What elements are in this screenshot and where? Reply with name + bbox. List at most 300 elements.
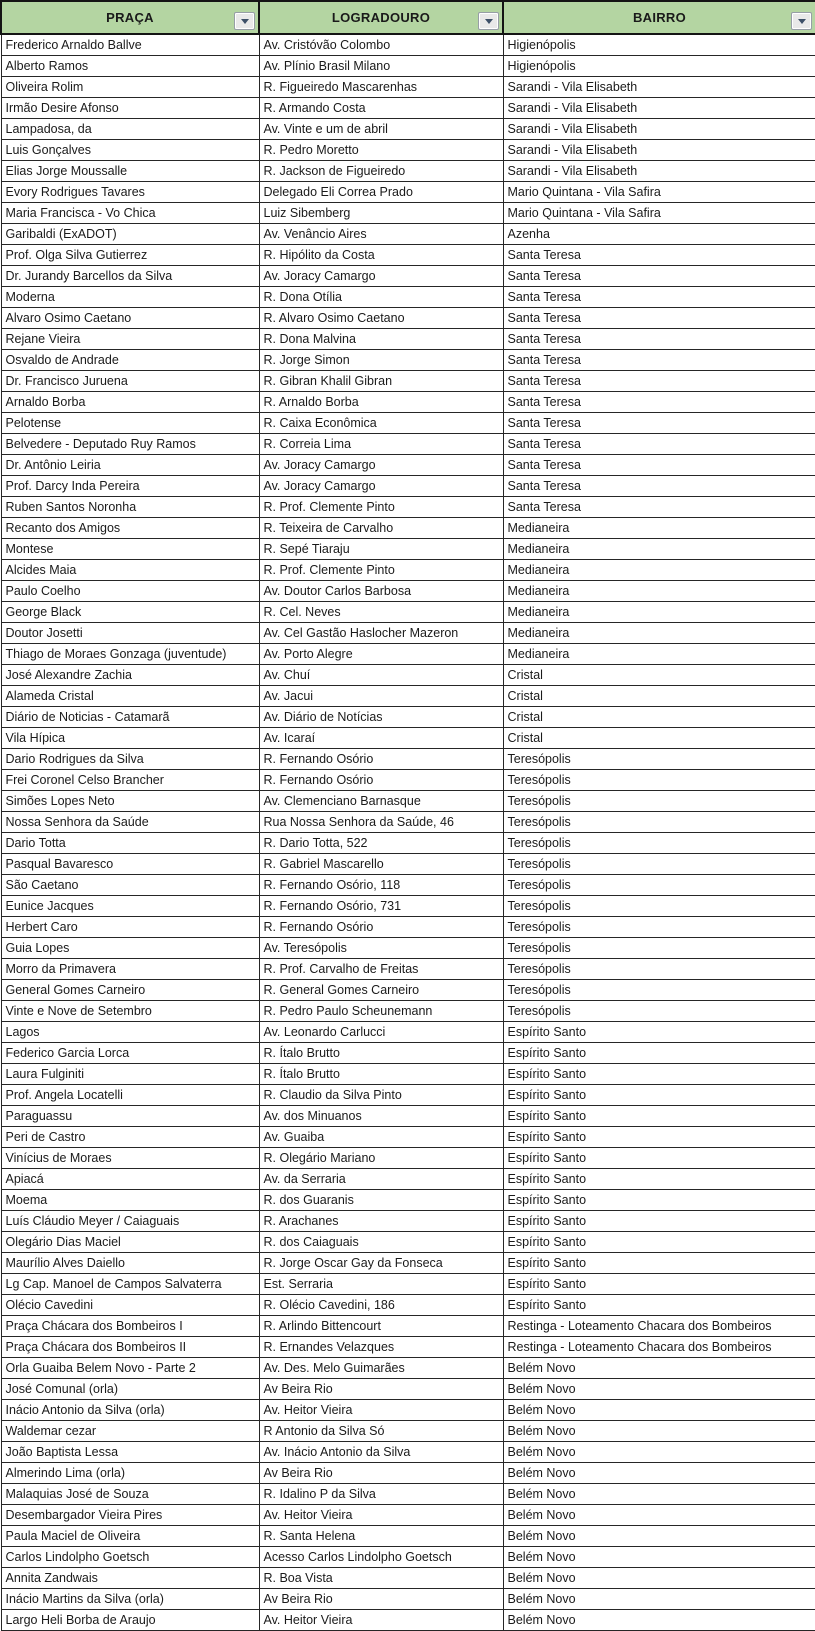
cell-logradouro[interactable]: R. Arnaldo Borba <box>259 392 503 413</box>
filter-dropdown-icon <box>798 19 806 24</box>
cell-logradouro[interactable]: R. Fernando Osório <box>259 749 503 770</box>
filter-button-praca[interactable] <box>234 12 255 30</box>
header-cell-logradouro[interactable] <box>259 1 503 34</box>
cell-praca[interactable]: São Caetano <box>1 875 259 896</box>
filter-dropdown-icon <box>485 19 493 24</box>
table-row <box>1 1358 815 1379</box>
cell-praca[interactable]: Praça Chácara dos Bombeiros II <box>1 1337 259 1358</box>
cell-bairro[interactable]: Espírito Santo <box>503 1232 815 1253</box>
cell-logradouro[interactable]: Av. Cristóvão Colombo <box>259 34 503 56</box>
cell-praca[interactable]: Osvaldo de Andrade <box>1 350 259 371</box>
table-row <box>1 1001 815 1022</box>
cell-bairro[interactable]: Medianeira <box>503 518 815 539</box>
cell-logradouro[interactable]: Av. Inácio Antonio da Silva <box>259 1442 503 1463</box>
table-row <box>1 1316 815 1337</box>
cell-logradouro[interactable]: R. Claudio da Silva Pinto <box>259 1085 503 1106</box>
table-row <box>1 1547 815 1568</box>
cell-bairro[interactable]: Espírito Santo <box>503 1064 815 1085</box>
cell-bairro[interactable]: Santa Teresa <box>503 350 815 371</box>
cell-bairro[interactable]: Medianeira <box>503 602 815 623</box>
cell-praca[interactable]: Recanto dos Amigos <box>1 518 259 539</box>
cell-bairro[interactable]: Restinga - Loteamento Chacara dos Bombeiros <box>503 1316 815 1337</box>
cell-praca[interactable]: Luís Cláudio Meyer / Caiaguais <box>1 1211 259 1232</box>
cell-praca[interactable]: Paula Maciel de Oliveira <box>1 1526 259 1547</box>
cell-logradouro[interactable]: R. Olegário Mariano <box>259 1148 503 1169</box>
cell-logradouro[interactable]: Av. Leonardo Carlucci <box>259 1022 503 1043</box>
cell-bairro[interactable]: Santa Teresa <box>503 245 815 266</box>
table-row <box>1 1190 815 1211</box>
cell-praca[interactable]: Dario Totta <box>1 833 259 854</box>
cell-bairro[interactable]: Espírito Santo <box>503 1106 815 1127</box>
table-row <box>1 959 815 980</box>
cell-logradouro[interactable]: Av. Teresópolis <box>259 938 503 959</box>
cell-bairro[interactable]: Cristal <box>503 665 815 686</box>
table-row <box>1 1610 815 1631</box>
cell-bairro[interactable]: Belém Novo <box>503 1547 815 1568</box>
cell-praca[interactable]: Paulo Coelho <box>1 581 259 602</box>
table-row <box>1 371 815 392</box>
table-header <box>1 1 815 34</box>
cell-praca[interactable]: Vinte e Nove de Setembro <box>1 1001 259 1022</box>
cell-bairro[interactable]: Sarandi - Vila Elisabeth <box>503 77 815 98</box>
cell-praca[interactable]: Montese <box>1 539 259 560</box>
cell-bairro[interactable]: Belém Novo <box>503 1589 815 1610</box>
cell-logradouro[interactable]: Av. dos Minuanos <box>259 1106 503 1127</box>
cell-praca[interactable]: Inácio Antonio da Silva (orla) <box>1 1400 259 1421</box>
cell-praca[interactable]: João Baptista Lessa <box>1 1442 259 1463</box>
cell-bairro[interactable]: Belém Novo <box>503 1358 815 1379</box>
table-row <box>1 854 815 875</box>
cell-logradouro[interactable]: Delegado Eli Correa Prado <box>259 182 503 203</box>
cell-praca[interactable]: Carlos Lindolpho Goetsch <box>1 1547 259 1568</box>
cell-praca[interactable]: Rejane Vieira <box>1 329 259 350</box>
cell-logradouro[interactable]: Av. Joracy Camargo <box>259 266 503 287</box>
cell-logradouro[interactable]: R. Ítalo Brutto <box>259 1064 503 1085</box>
cell-praca[interactable]: Frederico Arnaldo Ballve <box>1 34 259 56</box>
cell-bairro[interactable]: Teresópolis <box>503 791 815 812</box>
cell-praca[interactable]: Doutor Josetti <box>1 623 259 644</box>
table-row <box>1 161 815 182</box>
cell-bairro[interactable]: Sarandi - Vila Elisabeth <box>503 98 815 119</box>
cell-bairro[interactable]: Medianeira <box>503 623 815 644</box>
cell-praca[interactable]: Thiago de Moraes Gonzaga (juventude) <box>1 644 259 665</box>
cell-logradouro[interactable]: R. Jorge Oscar Gay da Fonseca <box>259 1253 503 1274</box>
table-row <box>1 34 815 56</box>
cell-bairro[interactable]: Espírito Santo <box>503 1127 815 1148</box>
table-row <box>1 434 815 455</box>
table-row <box>1 98 815 119</box>
cell-praca[interactable]: Moema <box>1 1190 259 1211</box>
table-row <box>1 392 815 413</box>
table-row <box>1 1169 815 1190</box>
table-row <box>1 350 815 371</box>
table-row <box>1 119 815 140</box>
cell-praca[interactable]: Garibaldi (ExADOT) <box>1 224 259 245</box>
table-row <box>1 686 815 707</box>
cell-bairro[interactable]: Teresópolis <box>503 959 815 980</box>
table-row <box>1 728 815 749</box>
table-row <box>1 560 815 581</box>
cell-praca[interactable]: Guia Lopes <box>1 938 259 959</box>
cell-logradouro[interactable]: R. Armando Costa <box>259 98 503 119</box>
table-row <box>1 308 815 329</box>
cell-praca[interactable]: José Comunal (orla) <box>1 1379 259 1400</box>
cell-logradouro[interactable]: Av. Icaraí <box>259 728 503 749</box>
table-row <box>1 1064 815 1085</box>
cell-bairro[interactable]: Santa Teresa <box>503 329 815 350</box>
cell-bairro[interactable]: Higienópolis <box>503 56 815 77</box>
cell-praca[interactable]: Ruben Santos Noronha <box>1 497 259 518</box>
cell-praca[interactable]: Arnaldo Borba <box>1 392 259 413</box>
cell-logradouro[interactable]: R. Ítalo Brutto <box>259 1043 503 1064</box>
table-row <box>1 812 815 833</box>
cell-logradouro[interactable]: R. Fernando Osório, 118 <box>259 875 503 896</box>
cell-logradouro[interactable]: Av. Diário de Notícias <box>259 707 503 728</box>
header-cell-bairro[interactable] <box>503 1 815 34</box>
cell-praca[interactable]: Dario Rodrigues da Silva <box>1 749 259 770</box>
cell-logradouro[interactable]: R. dos Caiaguais <box>259 1232 503 1253</box>
cell-bairro[interactable]: Teresópolis <box>503 875 815 896</box>
cell-praca[interactable]: Federico Garcia Lorca <box>1 1043 259 1064</box>
cell-logradouro[interactable]: R. Idalino P da Silva <box>259 1484 503 1505</box>
filter-button-bairro[interactable] <box>791 12 812 30</box>
cell-logradouro[interactable]: Av. Venâncio Aires <box>259 224 503 245</box>
table-row <box>1 833 815 854</box>
table-row <box>1 1253 815 1274</box>
table-row <box>1 581 815 602</box>
cell-logradouro[interactable]: Av. Doutor Carlos Barbosa <box>259 581 503 602</box>
cell-bairro[interactable]: Belém Novo <box>503 1463 815 1484</box>
cell-bairro[interactable]: Santa Teresa <box>503 371 815 392</box>
table-row <box>1 539 815 560</box>
cell-logradouro[interactable]: Av. Jacui <box>259 686 503 707</box>
table-row <box>1 1484 815 1505</box>
cell-logradouro[interactable]: Av. Des. Melo Guimarães <box>259 1358 503 1379</box>
cell-praca[interactable]: Olécio Cavedini <box>1 1295 259 1316</box>
table-row <box>1 182 815 203</box>
cell-logradouro[interactable]: R. Gibran Khalil Gibran <box>259 371 503 392</box>
cell-praca[interactable]: José Alexandre Zachia <box>1 665 259 686</box>
table-row <box>1 644 815 665</box>
cell-logradouro[interactable]: Av. Clemenciano Barnasque <box>259 791 503 812</box>
table-row <box>1 1085 815 1106</box>
cell-praca[interactable]: Morro da Primavera <box>1 959 259 980</box>
cell-bairro[interactable]: Espírito Santo <box>503 1085 815 1106</box>
cell-bairro[interactable]: Belém Novo <box>503 1442 815 1463</box>
cell-bairro[interactable]: Espírito Santo <box>503 1148 815 1169</box>
cell-bairro[interactable]: Belém Novo <box>503 1610 815 1631</box>
cell-logradouro[interactable]: R. Pedro Paulo Scheunemann <box>259 1001 503 1022</box>
filter-button-logradouro[interactable] <box>478 12 499 30</box>
table-row <box>1 602 815 623</box>
table-row <box>1 749 815 770</box>
cell-logradouro[interactable]: R. Gabriel Mascarello <box>259 854 503 875</box>
cell-bairro[interactable]: Santa Teresa <box>503 287 815 308</box>
cell-logradouro[interactable]: R. Fernando Osório, 731 <box>259 896 503 917</box>
cell-logradouro[interactable]: Av. Joracy Camargo <box>259 455 503 476</box>
cell-bairro[interactable]: Teresópolis <box>503 812 815 833</box>
cell-bairro[interactable]: Espírito Santo <box>503 1274 815 1295</box>
cell-logradouro[interactable]: Av Beira Rio <box>259 1463 503 1484</box>
cell-logradouro[interactable]: Av. Porto Alegre <box>259 644 503 665</box>
table-row <box>1 770 815 791</box>
cell-bairro[interactable]: Medianeira <box>503 581 815 602</box>
cell-bairro[interactable]: Teresópolis <box>503 896 815 917</box>
cell-bairro[interactable]: Santa Teresa <box>503 434 815 455</box>
cell-bairro[interactable]: Sarandi - Vila Elisabeth <box>503 119 815 140</box>
cell-bairro[interactable]: Teresópolis <box>503 833 815 854</box>
cell-logradouro[interactable]: R. Fernando Osório <box>259 917 503 938</box>
header-row <box>1 1 815 34</box>
cell-logradouro[interactable]: Av. Heitor Vieira <box>259 1400 503 1421</box>
cell-logradouro[interactable]: R. Hipólito da Costa <box>259 245 503 266</box>
cell-praca[interactable]: Inácio Martins da Silva (orla) <box>1 1589 259 1610</box>
cell-logradouro[interactable]: Av. Joracy Camargo <box>259 476 503 497</box>
cell-logradouro[interactable]: R. General Gomes Carneiro <box>259 980 503 1001</box>
cell-logradouro[interactable]: Rua Nossa Senhora da Saúde, 46 <box>259 812 503 833</box>
cell-praca[interactable]: Diário de Noticias - Catamarã <box>1 707 259 728</box>
cell-praca[interactable]: Nossa Senhora da Saúde <box>1 812 259 833</box>
cell-logradouro[interactable]: Est. Serraria <box>259 1274 503 1295</box>
cell-praca[interactable]: Elias Jorge Moussalle <box>1 161 259 182</box>
cell-praca[interactable]: Dr. Antônio Leiria <box>1 455 259 476</box>
cell-logradouro[interactable]: R Antonio da Silva Só <box>259 1421 503 1442</box>
cell-logradouro[interactable]: R. Arachanes <box>259 1211 503 1232</box>
cell-logradouro[interactable]: R. Prof. Clemente Pinto <box>259 560 503 581</box>
table-row <box>1 1295 815 1316</box>
table-row <box>1 1211 815 1232</box>
cell-praca[interactable]: Dr. Jurandy Barcellos da Silva <box>1 266 259 287</box>
cell-logradouro[interactable]: Av. Guaiba <box>259 1127 503 1148</box>
cell-bairro[interactable]: Teresópolis <box>503 917 815 938</box>
cell-praca[interactable]: Dr. Francisco Juruena <box>1 371 259 392</box>
cell-praca[interactable]: Belvedere - Deputado Ruy Ramos <box>1 434 259 455</box>
table-row <box>1 245 815 266</box>
cell-logradouro[interactable]: R. Sepé Tiaraju <box>259 539 503 560</box>
cell-praca[interactable]: Malaquias José de Souza <box>1 1484 259 1505</box>
cell-logradouro[interactable]: R. Teixeira de Carvalho <box>259 518 503 539</box>
cell-praca[interactable]: Maria Francisca - Vo Chica <box>1 203 259 224</box>
cell-praca[interactable]: Olegário Dias Maciel <box>1 1232 259 1253</box>
cell-bairro[interactable]: Teresópolis <box>503 980 815 1001</box>
table-row <box>1 791 815 812</box>
header-label-praca: PRAÇA <box>106 10 154 25</box>
cell-logradouro[interactable]: R. Ernandes Velazques <box>259 1337 503 1358</box>
cell-logradouro[interactable]: R. Correia Lima <box>259 434 503 455</box>
table-row <box>1 497 815 518</box>
cell-logradouro[interactable]: Luiz Sibemberg <box>259 203 503 224</box>
cell-bairro[interactable]: Belém Novo <box>503 1400 815 1421</box>
table-row <box>1 518 815 539</box>
table-row <box>1 1127 815 1148</box>
cell-bairro[interactable]: Santa Teresa <box>503 497 815 518</box>
cell-logradouro[interactable]: R. Prof. Carvalho de Freitas <box>259 959 503 980</box>
cell-praca[interactable]: Simões Lopes Neto <box>1 791 259 812</box>
cell-praca[interactable]: Desembargador Vieira Pires <box>1 1505 259 1526</box>
cell-praca[interactable]: Laura Fulginiti <box>1 1064 259 1085</box>
cell-bairro[interactable]: Belém Novo <box>503 1568 815 1589</box>
header-cell-praca[interactable] <box>1 1 259 34</box>
cell-praca[interactable]: Lg Cap. Manoel de Campos Salvaterra <box>1 1274 259 1295</box>
cell-logradouro[interactable]: Av. Plínio Brasil Milano <box>259 56 503 77</box>
cell-praca[interactable]: Herbert Caro <box>1 917 259 938</box>
cell-logradouro[interactable]: R. Prof. Clemente Pinto <box>259 497 503 518</box>
cell-bairro[interactable]: Medianeira <box>503 644 815 665</box>
cell-bairro[interactable]: Teresópolis <box>503 770 815 791</box>
cell-praca[interactable]: Prof. Olga Silva Gutierrez <box>1 245 259 266</box>
cell-praca[interactable]: General Gomes Carneiro <box>1 980 259 1001</box>
table-row <box>1 980 815 1001</box>
cell-praca[interactable]: Pelotense <box>1 413 259 434</box>
cell-bairro[interactable]: Teresópolis <box>503 854 815 875</box>
cell-bairro[interactable]: Espírito Santo <box>503 1295 815 1316</box>
cell-bairro[interactable]: Teresópolis <box>503 938 815 959</box>
cell-praca[interactable]: Maurílio Alves Daiello <box>1 1253 259 1274</box>
header-label-bairro: BAIRRO <box>632 10 687 25</box>
cell-bairro[interactable]: Santa Teresa <box>503 455 815 476</box>
cell-bairro[interactable]: Cristal <box>503 707 815 728</box>
cell-bairro[interactable]: Belém Novo <box>503 1379 815 1400</box>
cell-bairro[interactable]: Cristal <box>503 728 815 749</box>
cell-logradouro[interactable]: Acesso Carlos Lindolpho Goetsch <box>259 1547 503 1568</box>
cell-bairro[interactable]: Espírito Santo <box>503 1169 815 1190</box>
cell-logradouro[interactable]: R. Pedro Moretto <box>259 140 503 161</box>
cell-praca[interactable]: Annita Zandwais <box>1 1568 259 1589</box>
cell-bairro[interactable]: Medianeira <box>503 539 815 560</box>
cell-bairro[interactable]: Espírito Santo <box>503 1211 815 1232</box>
table-row <box>1 287 815 308</box>
cell-praca[interactable]: Moderna <box>1 287 259 308</box>
cell-praca[interactable]: Luis Gonçalves <box>1 140 259 161</box>
cell-logradouro[interactable]: Av. Vinte e um de abril <box>259 119 503 140</box>
table-row <box>1 455 815 476</box>
cell-logradouro[interactable]: R. Boa Vista <box>259 1568 503 1589</box>
cell-logradouro[interactable]: Av. Cel Gastão Haslocher Mazeron <box>259 623 503 644</box>
cell-logradouro[interactable]: Av Beira Rio <box>259 1379 503 1400</box>
table-row <box>1 917 815 938</box>
cell-praca[interactable]: Peri de Castro <box>1 1127 259 1148</box>
table-body <box>1 34 815 1631</box>
cell-logradouro[interactable]: R. dos Guaranis <box>259 1190 503 1211</box>
cell-logradouro[interactable]: R. Jackson de Figueiredo <box>259 161 503 182</box>
table-row <box>1 707 815 728</box>
cell-bairro[interactable]: Azenha <box>503 224 815 245</box>
cell-logradouro[interactable]: Av. Heitor Vieira <box>259 1610 503 1631</box>
cell-praca[interactable]: Paraguassu <box>1 1106 259 1127</box>
cell-praca[interactable]: Alcides Maia <box>1 560 259 581</box>
cell-logradouro[interactable]: R. Figueiredo Mascarenhas <box>259 77 503 98</box>
cell-bairro[interactable]: Belém Novo <box>503 1421 815 1442</box>
cell-logradouro[interactable]: R. Fernando Osório <box>259 770 503 791</box>
table-row <box>1 140 815 161</box>
cell-bairro[interactable]: Santa Teresa <box>503 413 815 434</box>
cell-praca[interactable]: Prof. Angela Locatelli <box>1 1085 259 1106</box>
cell-bairro[interactable]: Cristal <box>503 686 815 707</box>
cell-praca[interactable]: Lagos <box>1 1022 259 1043</box>
cell-bairro[interactable]: Espírito Santo <box>503 1022 815 1043</box>
table-row <box>1 1400 815 1421</box>
table-row <box>1 896 815 917</box>
cell-logradouro[interactable]: R. Dona Otília <box>259 287 503 308</box>
cell-bairro[interactable]: Restinga - Loteamento Chacara dos Bombeiros <box>503 1337 815 1358</box>
cell-bairro[interactable]: Sarandi - Vila Elisabeth <box>503 140 815 161</box>
cell-bairro[interactable]: Belém Novo <box>503 1484 815 1505</box>
table-row <box>1 224 815 245</box>
cell-praca[interactable]: Alameda Cristal <box>1 686 259 707</box>
cell-praca[interactable]: Vinícius de Moraes <box>1 1148 259 1169</box>
cell-praca[interactable]: Pasqual Bavaresco <box>1 854 259 875</box>
cell-logradouro[interactable]: Av Beira Rio <box>259 1589 503 1610</box>
cell-praca[interactable]: Eunice Jacques <box>1 896 259 917</box>
cell-bairro[interactable]: Teresópolis <box>503 1001 815 1022</box>
cell-logradouro[interactable]: R. Arlindo Bittencourt <box>259 1316 503 1337</box>
cell-logradouro[interactable]: R. Alvaro Osimo Caetano <box>259 308 503 329</box>
cell-logradouro[interactable]: Av. da Serraria <box>259 1169 503 1190</box>
cell-bairro[interactable]: Sarandi - Vila Elisabeth <box>503 161 815 182</box>
cell-praca[interactable]: Lampadosa, da <box>1 119 259 140</box>
cell-bairro[interactable]: Mario Quintana - Vila Safira <box>503 182 815 203</box>
cell-bairro[interactable]: Espírito Santo <box>503 1253 815 1274</box>
cell-bairro[interactable]: Santa Teresa <box>503 392 815 413</box>
cell-logradouro[interactable]: R. Cel. Neves <box>259 602 503 623</box>
table-row <box>1 77 815 98</box>
cell-praca[interactable]: George Black <box>1 602 259 623</box>
cell-logradouro[interactable]: R. Dario Totta, 522 <box>259 833 503 854</box>
cell-praca[interactable]: Praça Chácara dos Bombeiros I <box>1 1316 259 1337</box>
cell-praca[interactable]: Oliveira Rolim <box>1 77 259 98</box>
cell-bairro[interactable]: Belém Novo <box>503 1505 815 1526</box>
cell-praca[interactable]: Vila Hípica <box>1 728 259 749</box>
table-row <box>1 1463 815 1484</box>
table-row <box>1 266 815 287</box>
cell-bairro[interactable]: Santa Teresa <box>503 266 815 287</box>
table-row <box>1 1526 815 1547</box>
table-row <box>1 56 815 77</box>
table-row <box>1 938 815 959</box>
cell-praca[interactable]: Evory Rodrigues Tavares <box>1 182 259 203</box>
cell-bairro[interactable]: Teresópolis <box>503 749 815 770</box>
cell-bairro[interactable]: Belém Novo <box>503 1526 815 1547</box>
cell-praca[interactable]: Apiacá <box>1 1169 259 1190</box>
cell-praca[interactable]: Prof. Darcy Inda Pereira <box>1 476 259 497</box>
table-row <box>1 875 815 896</box>
cell-bairro[interactable]: Santa Teresa <box>503 308 815 329</box>
cell-bairro[interactable]: Medianeira <box>503 560 815 581</box>
table-row <box>1 1442 815 1463</box>
cell-bairro[interactable]: Espírito Santo <box>503 1043 815 1064</box>
cell-logradouro[interactable]: R. Olécio Cavedini, 186 <box>259 1295 503 1316</box>
cell-logradouro[interactable]: R. Jorge Simon <box>259 350 503 371</box>
cell-praca[interactable]: Orla Guaiba Belem Novo - Parte 2 <box>1 1358 259 1379</box>
cell-praca[interactable]: Frei Coronel Celso Brancher <box>1 770 259 791</box>
table-row <box>1 1337 815 1358</box>
cell-logradouro[interactable]: R. Caixa Econômica <box>259 413 503 434</box>
cell-praca[interactable]: Irmão Desire Afonso <box>1 98 259 119</box>
cell-bairro[interactable]: Mario Quintana - Vila Safira <box>503 203 815 224</box>
cell-logradouro[interactable]: Av. Chuí <box>259 665 503 686</box>
cell-logradouro[interactable]: R. Santa Helena <box>259 1526 503 1547</box>
cell-bairro[interactable]: Higienópolis <box>503 34 815 56</box>
cell-logradouro[interactable]: Av. Heitor Vieira <box>259 1505 503 1526</box>
cell-praca[interactable]: Almerindo Lima (orla) <box>1 1463 259 1484</box>
cell-praca[interactable]: Alberto Ramos <box>1 56 259 77</box>
cell-bairro[interactable]: Espírito Santo <box>503 1190 815 1211</box>
cell-bairro[interactable]: Santa Teresa <box>503 476 815 497</box>
cell-logradouro[interactable]: R. Dona Malvina <box>259 329 503 350</box>
cell-praca[interactable]: Waldemar cezar <box>1 1421 259 1442</box>
cell-praca[interactable]: Alvaro Osimo Caetano <box>1 308 259 329</box>
cell-praca[interactable]: Largo Heli Borba de Araujo <box>1 1610 259 1631</box>
